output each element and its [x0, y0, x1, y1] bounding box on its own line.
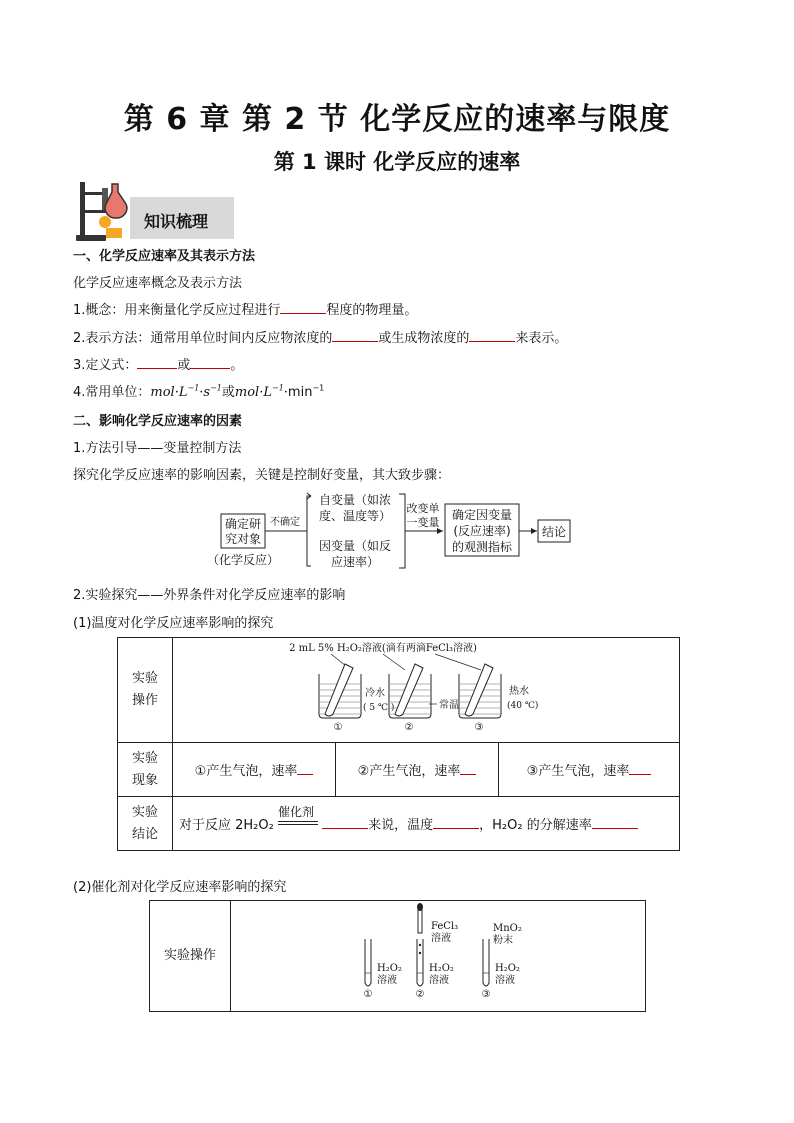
flow-box3-l1: 确定因变量	[451, 508, 513, 522]
unit-formula-1: $mol\cdot L^{-1}\cdot s^{-1}$	[150, 383, 222, 400]
definition-line	[73, 354, 243, 373]
unit-or: 或	[221, 385, 235, 400]
mno2-label-l1: MnO₂	[493, 923, 522, 934]
flow-box3-l3: 的观测指标	[451, 540, 513, 554]
page-subtitle: 第 1 课时 化学反应的速率	[273, 150, 521, 174]
beaker-3-number: ③	[474, 722, 484, 733]
blank-line	[469, 329, 515, 342]
row-label: 实验 结论	[118, 797, 173, 851]
blank-line	[322, 816, 368, 829]
tube3-reagent-l1: H₂O₂	[495, 963, 520, 974]
catalyst-heading: (2)催化剂对化学反应速率影响的探究	[73, 880, 287, 895]
method-guide: 1.方法引导——变量控制方法	[73, 441, 242, 456]
conclusion-cell	[173, 797, 680, 851]
unit-min: $\min^{-1}$	[287, 383, 325, 400]
flow-box1-note: （化学反应）	[206, 553, 280, 567]
def-mid: 或	[177, 358, 191, 373]
concept-post: 程度的物理量。	[326, 303, 418, 318]
cold-water-label: 冷水	[365, 688, 385, 699]
row-label: 实验 操作	[118, 638, 173, 743]
observation-1: ①产生气泡，速率	[173, 743, 336, 797]
tube2-reagent-l1: H₂O₂	[429, 963, 454, 974]
blank-line	[332, 329, 378, 342]
catalyst-figure-cell	[231, 901, 646, 1012]
blank-line	[137, 356, 177, 369]
row-label: 实验 现象	[118, 743, 173, 797]
blank-line	[280, 301, 326, 314]
observation-2: ②产生气泡，速率	[336, 743, 499, 797]
fecl3-label-l1: FeCl₃	[431, 921, 459, 932]
tube1-reagent-l1: H₂O₂	[377, 963, 402, 974]
concept-line	[73, 299, 417, 318]
section-badge	[130, 197, 234, 239]
temperature-figure-cell	[173, 638, 680, 743]
conclusion-mid2: ，H₂O₂ 的分解速率	[479, 818, 592, 833]
flow-arrow2-l2: 一变量	[406, 516, 440, 529]
flow-box1-l1: 确定研	[224, 517, 262, 531]
blank-line	[460, 762, 476, 775]
catalyst-table	[149, 900, 646, 1012]
tube2-reagent-l2: 溶液	[429, 975, 449, 986]
method-mid: 或生成物浓度的	[378, 331, 470, 346]
observation-3: ③产生气泡，速率	[499, 743, 680, 797]
table-row	[118, 743, 680, 797]
tube-3-number: ③	[481, 989, 491, 1000]
conclusion-mid: 来说，温度	[368, 818, 434, 833]
method-post: 来表示。	[515, 331, 568, 346]
variable-control-flowchart	[206, 488, 575, 576]
tube-1-number: ①	[363, 989, 373, 1000]
conclusion-pre: 对于反应 2H₂O₂	[179, 818, 274, 833]
mno2-label-l2: 粉末	[493, 935, 513, 946]
concept-pre: 1.概念：用来衡量化学反应过程进行	[73, 303, 281, 318]
table-row	[118, 638, 680, 743]
temperature-heading: (1)温度对化学反应速率影响的探究	[73, 616, 274, 631]
temperature-experiment-figure	[173, 638, 677, 738]
method-line	[73, 327, 567, 346]
blank-line	[433, 816, 479, 829]
cold-water-temp: ( 5 ℃ )	[363, 703, 395, 713]
unit-line	[73, 381, 324, 400]
blank-line	[190, 356, 230, 369]
tube3-reagent-l2: 溶液	[495, 975, 515, 986]
temperature-table	[117, 637, 680, 851]
flow-dep-l2: 应速率）	[330, 555, 380, 569]
room-temp-label: 常温	[439, 700, 459, 711]
table-row	[150, 901, 646, 1012]
hot-water-label: 热水	[509, 686, 529, 697]
flow-box4: 结论	[541, 525, 567, 539]
blank-line	[592, 816, 638, 829]
blank-line	[629, 762, 651, 775]
section1-heading: 一、化学反应速率及其表示方法	[73, 249, 256, 264]
fecl3-label-l2: 溶液	[431, 933, 451, 944]
badge-label: 知识梳理	[144, 212, 209, 231]
tube-2-number: ②	[415, 989, 425, 1000]
tube1-reagent-l2: 溶液	[377, 975, 397, 986]
unit-pre: 4.常用单位：	[73, 385, 151, 400]
flow-indep-l1: 自变量（如浓	[318, 493, 392, 507]
section1-intro: 化学反应速率概念及表示方法	[73, 276, 243, 291]
flow-arrow2-l1: 改变单	[406, 502, 440, 515]
hot-water-temp: (40 ℃)	[507, 701, 539, 711]
section2-heading: 二、影响化学反应速率的因素	[73, 414, 243, 429]
beaker-1-number: ①	[333, 722, 343, 733]
method-guide-desc: 探究化学反应速率的影响因素，关键是控制好变量，其大致步骤：	[73, 468, 451, 483]
flow-indep-l2: 度、温度等）	[318, 509, 392, 523]
flow-arrow1-label: 不确定	[270, 517, 300, 528]
table-row	[118, 797, 680, 851]
flow-dep-l1: 因变量（如反	[318, 539, 392, 553]
row-label: 实验操作	[150, 901, 231, 1012]
def-pre: 3.定义式：	[73, 358, 138, 373]
fig-caption: 2 mL 5% H₂O₂溶液(滴有两滴FeCl₃溶液)	[289, 643, 477, 654]
flow-box3-l2: (反应速率)	[453, 524, 511, 538]
def-post: 。	[230, 358, 244, 373]
beaker-2-number: ②	[404, 722, 414, 733]
catalyst-label: 催化剂	[277, 805, 314, 819]
blank-line	[297, 762, 313, 775]
method-pre: 2.表示方法：通常用单位时间内反应物浓度的	[73, 331, 333, 346]
lab-equipment-icon	[76, 180, 136, 242]
catalyst-arrow	[277, 805, 318, 831]
unit-formula-2: $mol\cdot L^{-1}\cdot$	[234, 383, 288, 400]
page-title: 第 6 章 第 2 节 化学反应的速率与限度	[123, 102, 671, 137]
experiment-heading: 2.实验探究——外界条件对化学反应速率的影响	[73, 588, 346, 603]
flow-box1-l2: 究对象	[224, 532, 262, 546]
catalyst-experiment-figure	[231, 901, 645, 1007]
